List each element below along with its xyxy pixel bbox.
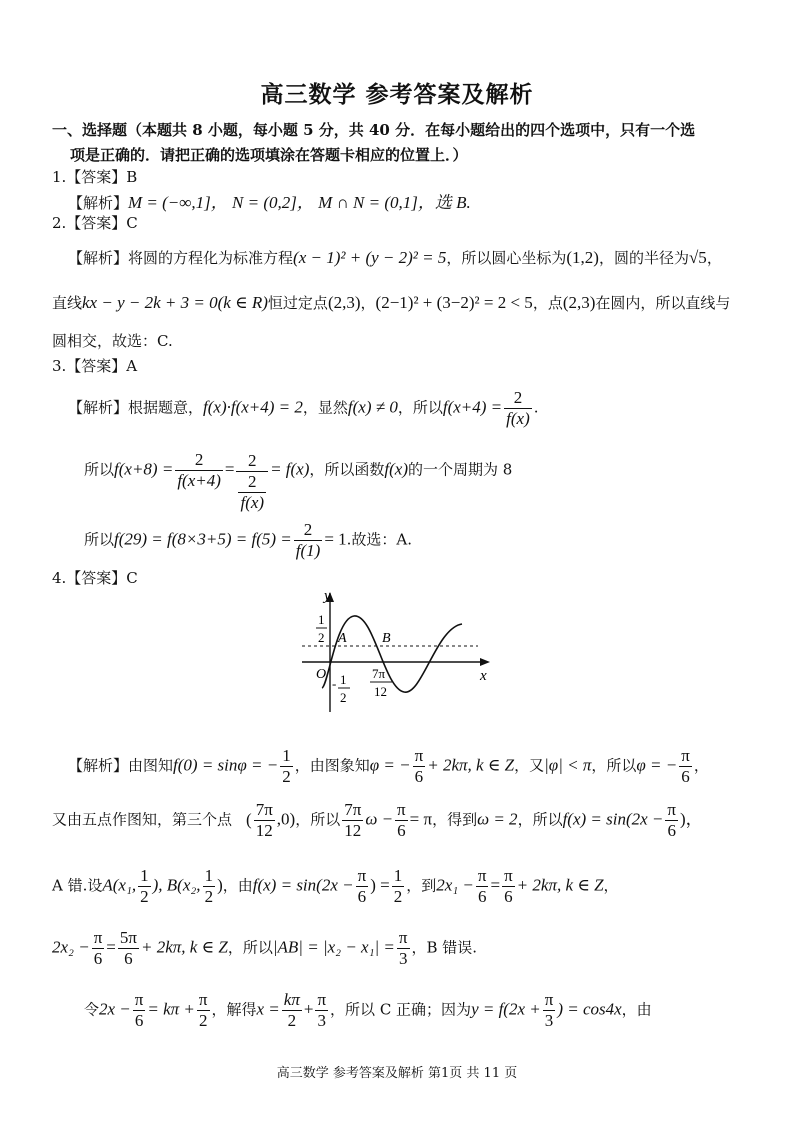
origin-label: O <box>316 667 327 682</box>
tick-half-num: 1 <box>318 612 325 627</box>
tick-neg-half-sign: - <box>332 676 337 691</box>
q4-analysis-line2: 又由五点作图知，第三个点 ( $\frac{7\pi}{12}$ ,0)，所以 $\frac{7\pi}{12}$ ω − $\frac{\pi}{6}$ = π，得到ω = 2，所以f(x) = sin(2x − $\frac{\pi}{6}$ )， <box>52 800 703 840</box>
q1-answer: 1.【答案】B <box>52 168 138 186</box>
tick-neg-half-num: 1 <box>340 672 347 687</box>
fraction: $\frac{2}{f(1)}$ <box>295 520 321 560</box>
q3-analysis-line1: 【解析】根据题意，f(x)·f(x+4) = 2，显然f(x) ≠ 0，所以f(x+4) = $\frac{2}{f(x)}$ . <box>68 388 539 428</box>
q4-analysis-line5: 令2x − $\frac{\pi}{6}$ = kπ + $\frac{\pi}{2}$ ，解得x = $\frac{k\pi}{2}$ + $\frac{\pi}{3}$ ，所以 C 正确；因为y = f(2x + $\frac{\pi}{3}$ ) = cos4x，由 <box>84 990 652 1030</box>
q3-analysis-line2: 所以f(x+8) = $\frac{2}{f(x+4)}$ = $\frac{2}{\frac{2}{f(x)}}$ = f(x)，所以函数f(x)的一个周期为 8 <box>84 450 513 513</box>
complex-fraction: $\frac{2}{\frac{2}{f(x)}}$ <box>236 451 268 513</box>
point-b-label: B <box>382 631 391 646</box>
tick-7pi-num: 7π <box>372 666 386 681</box>
tick-neg-half-den: 2 <box>340 690 347 705</box>
tick-7pi-den: 12 <box>374 684 387 699</box>
x-axis-arrow <box>480 658 490 666</box>
q2-analysis-line3: 圆相交，故选：C. <box>52 332 173 350</box>
q4-analysis-line4: 2x₂ − $\frac{\pi}{6}$ = $\frac{5\pi}{6}$ + 2kπ, k ∈ Z，所以|AB| = |x₂ − x₁| = $\frac{\pi}{3}$ ，B 错误. <box>52 928 478 968</box>
section-heading <box>52 118 752 168</box>
q4-analysis-line3: A 错.设A(x₁, $\frac{1}{2}$ ), B(x₂, $\frac{1}{2}$ )，由f(x) = sin(2x − $\frac{\pi}{6}$ ) = $\frac{1}{2}$ ，到2x₁ − $\frac{\pi}{6}$ = $\frac{\pi}{6}$ + 2kπ, k ∈ Z， <box>52 866 619 906</box>
q3-analysis-line3: 所以f(29) = f(8×3+5) = f(5) = $\frac{2}{f(1)}$ = 1.故选：A. <box>84 520 413 560</box>
q4-analysis-line1: 【解析】由图知f(0) = sinφ = − $\frac{1}{2}$ ，由图象知φ = − $\frac{\pi}{6}$ + 2kπ, k ∈ Z，又|φ| < π，所以φ = − $\frac{\pi}{6}$ ， <box>68 746 709 786</box>
page-title: 高三数学 参考答案及解析 <box>260 81 534 108</box>
x-label: x <box>480 668 487 684</box>
fraction: $\frac{2}{f(x+4)}$ <box>177 450 221 490</box>
q1-analysis: 【解析】M = (−∞,1]， N = (0,2]， M ∩ N = (0,1]，选 B. <box>68 193 471 212</box>
fraction: $\frac{2}{f(x)}$ <box>506 388 530 428</box>
q4-answer: 4.【答案】C <box>52 569 138 587</box>
section-heading-line1: 一、选择题（本题共 8 小题，每小题 5 分，共 40 分．在每小题给出的四个选项中，只有一个选 <box>52 121 696 139</box>
q3-answer: 3.【答案】A <box>52 357 138 375</box>
section-heading-line2: 项是正确的．请把正确的选项填涂在答题卡相应的位置上．） <box>70 146 468 164</box>
q2-analysis-line1: 【解析】将圆的方程化为标准方程(x − 1)² + (y − 2)² = 5，所以圆心坐标为(1,2)，圆的半径为√5， <box>68 248 722 267</box>
q2-answer: 2.【答案】C <box>52 214 138 232</box>
tick-half-den: 2 <box>318 630 325 645</box>
y-label: y <box>324 588 331 604</box>
point-a-label: A <box>338 631 347 646</box>
page-footer: 高三数学 参考答案及解析 第1页 共 11 页 <box>276 1066 518 1081</box>
q2-analysis-line2: 直线kx − y − 2k + 3 = 0(k ∈ R)恒过定点(2,3)，(2−1)² + (3−2)² = 2 < 5，点(2,3)在圆内，所以直线与 <box>52 293 731 312</box>
sine-graph <box>296 588 496 718</box>
q1-analysis-text: M = (−∞,1]， N = (0,2]， M ∩ N = (0,1]，选 B. <box>128 193 471 212</box>
